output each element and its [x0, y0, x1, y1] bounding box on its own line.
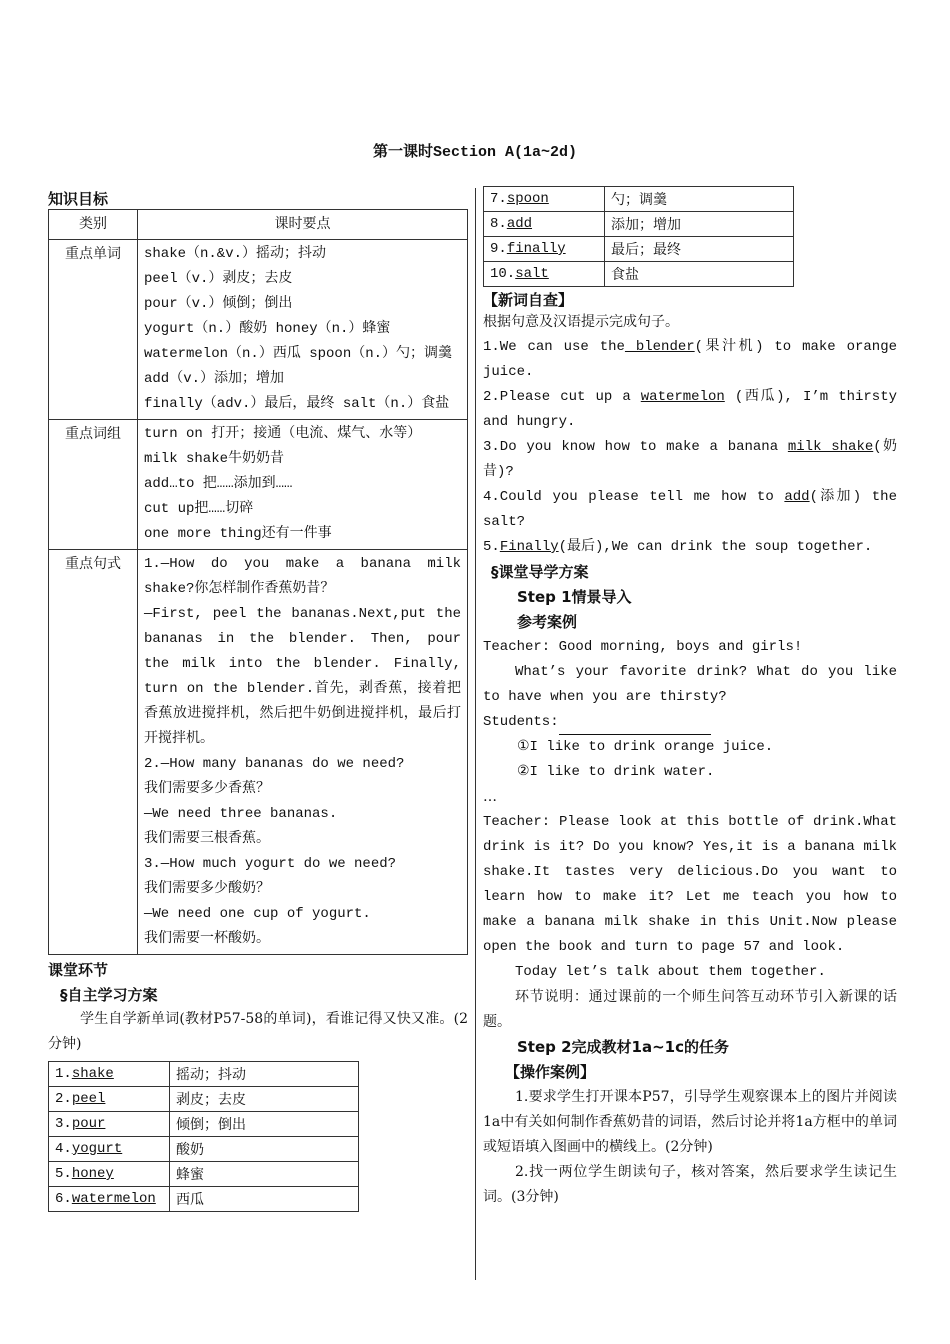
table-row — [49, 1087, 359, 1112]
point-line: cut up把……切碎 — [144, 501, 254, 517]
vocab-num: 8. — [490, 216, 507, 232]
class-heading: 课堂环节 — [48, 961, 109, 979]
right-column — [483, 186, 897, 1210]
exercise-sentence: 4.Could you please tell me how to add(添加) the salt? — [483, 489, 897, 530]
self-study-heading: §自主学习方案 — [60, 986, 158, 1004]
teacher-line: Teacher: Good morning, boys and girls! — [483, 639, 803, 655]
operation-step: 1.要求学生打开课本P57，引导学生观察课本上的图片并阅读1a中有关如何制作香蕉奶昔的词语，然后讨论并将1a方框中的单词或短语填入图画中的横线上。(2分钟) — [483, 1089, 897, 1155]
table-row — [49, 1187, 359, 1212]
table-row — [484, 212, 794, 237]
table-header-points: 课时要点 — [138, 210, 468, 240]
point-line: 3.—How much yogurt do we need? — [144, 856, 397, 872]
vocab-table-left — [48, 1061, 359, 1212]
vocab-meaning: 添加；增加 — [605, 212, 794, 237]
point-line: add（v.）添加；增加 — [144, 371, 285, 387]
teacher-line: Today let’s talk about them together. — [515, 964, 826, 980]
point-line: add…to 把……添加到…… — [144, 476, 293, 492]
vocab-word: salt — [515, 266, 549, 282]
operation-step: 2.找一两位学生朗读句子，核对答案，然后要求学生读记生词。(3分钟) — [483, 1164, 897, 1205]
vocab-word: shake — [71, 1066, 114, 1082]
vocab-meaning: 西瓜 — [170, 1187, 359, 1212]
vocab-num: 4. — [55, 1141, 72, 1157]
knowledge-table — [48, 209, 468, 955]
point-line: 我们需要一杯酸奶。 — [144, 931, 270, 947]
row-category: 重点词组 — [49, 420, 138, 550]
left-column — [48, 188, 468, 1212]
point-line: 我们需要多少酸奶？ — [144, 881, 270, 897]
table-row — [49, 1062, 359, 1087]
point-line: 我们需要多少香蕉？ — [144, 781, 270, 797]
vocab-num: 1. — [55, 1066, 72, 1082]
point-line: milk shake牛奶奶昔 — [144, 451, 285, 467]
ref-case-heading: 参考案例 — [517, 613, 578, 631]
row-category: 重点单词 — [49, 240, 138, 420]
point-line: one more thing还有一件事 — [144, 526, 332, 542]
answer: milk shake — [787, 439, 874, 455]
point-line: pour（v.）倾倒；倒出 — [144, 296, 293, 312]
vocab-meaning: 食盐 — [605, 262, 794, 287]
point-line: turn on 打开；接通（电流、煤气、水等） — [144, 426, 422, 442]
answer: Finally — [499, 539, 559, 555]
point-line: shake（n.&v.）摇动；抖动 — [144, 246, 327, 262]
answer: watermelon — [640, 389, 725, 405]
step2-heading: Step 2完成教材1a~1c的任务 — [517, 1038, 730, 1056]
table-row — [49, 420, 468, 550]
vocab-word: add — [506, 216, 533, 232]
point-line: 我们需要三根香蕉。 — [144, 831, 270, 847]
vocab-word: yogurt — [71, 1141, 123, 1157]
vocab-word: spoon — [506, 191, 549, 207]
point-line: yogurt（n.）酸奶 honey（n.）蜂蜜 — [144, 321, 391, 337]
table-row — [49, 240, 468, 420]
vocab-num: 5. — [55, 1166, 72, 1182]
point-line: finally（adv.）最后，最终 salt（n.）食盐 — [144, 396, 450, 412]
self-study-text: 学生自学新单词(教材P57-58的单词)，看谁记得又快又准。(2分钟) — [48, 1011, 468, 1052]
vocab-meaning: 剥皮；去皮 — [170, 1087, 359, 1112]
check-heading: 【新词自查】 — [483, 291, 574, 309]
vocab-meaning: 摇动；抖动 — [170, 1062, 359, 1087]
point-line: —We need one cup of yogurt. — [144, 906, 371, 922]
op-case-heading: 【操作案例】 — [505, 1063, 596, 1081]
table-row — [484, 262, 794, 287]
students-line: Students: — [483, 710, 897, 735]
vocab-word: peel — [71, 1091, 106, 1107]
step1-heading: Step 1情景导入 — [517, 588, 632, 606]
teacher-line: What’s your favorite drink? What do you like to have when you are thirsty? — [483, 664, 897, 705]
table-row — [49, 1162, 359, 1187]
knowledge-heading: 知识目标 — [48, 190, 109, 208]
vocab-word: watermelon — [71, 1191, 156, 1207]
answer: add — [784, 489, 810, 505]
point-line: peel（v.）剥皮；去皮 — [144, 271, 293, 287]
vocab-word: finally — [506, 241, 566, 257]
answer-blank — [559, 718, 711, 735]
exercise-sentence: 5.Finally(最后),We can drink the soup together. — [483, 539, 873, 555]
table-header-category: 类别 — [49, 210, 138, 240]
vocab-meaning: 最后；最终 — [605, 237, 794, 262]
vocab-num: 6. — [55, 1191, 72, 1207]
vocab-word: pour — [71, 1116, 106, 1132]
table-row — [49, 1112, 359, 1137]
point-line: watermelon（n.）西瓜 spoon（n.）勺；调羹 — [144, 346, 453, 362]
vocab-table-right — [483, 186, 794, 287]
point-line: —First, peel the bananas.Next,put the bananas in the blender. Then, pour the milk into the blender. Finally, turn on the blender.首先，剥香蕉，接着把香蕉放进搅拌机，然后把牛奶倒进搅拌机，最后打开搅拌机。 — [144, 606, 461, 747]
table-row — [484, 187, 794, 212]
teacher-line: Teacher: Please look at this bottle of drink.What drink is it? Do you know? Yes,it is a banana milk shake.It tastes very delicious.Do you want to learn how to make it? Let me teach you how to make a banana milk shake in this Unit.Now please open the book and turn to page 57 and look. — [483, 814, 897, 955]
point-line: 1.—How do you make a banana milk shake?你怎样制作香蕉奶昔？ — [144, 556, 461, 597]
table-row — [49, 1137, 359, 1162]
vocab-word: honey — [71, 1166, 114, 1182]
check-intro: 根据句意及汉语提示完成句子。 — [483, 314, 679, 330]
vocab-num: 9. — [490, 241, 507, 257]
vocab-num: 2. — [55, 1091, 72, 1107]
vocab-num: 3. — [55, 1116, 72, 1132]
table-row — [49, 550, 468, 955]
section-note: 环节说明：通过课前的一个师生问答互动环节引入新课的话题。 — [483, 989, 897, 1030]
exercise-sentence: 2.Please cut up a watermelon (西瓜), I’m thirsty and hungry. — [483, 389, 897, 430]
student-answer: ①I like to drink orange juice. — [517, 739, 774, 755]
guide-heading: §课堂导学方案 — [491, 563, 589, 581]
row-category: 重点句式 — [49, 550, 138, 955]
point-line: 2.—How many bananas do we need? — [144, 756, 405, 772]
vocab-num: 7. — [490, 191, 507, 207]
exercise-sentence: 3.Do you know how to make a banana milk shake(奶昔)? — [483, 439, 898, 480]
table-row — [484, 237, 794, 262]
ellipsis: … — [483, 789, 497, 805]
vocab-meaning: 倾倒；倒出 — [170, 1112, 359, 1137]
vocab-meaning: 酸奶 — [170, 1137, 359, 1162]
vocab-meaning: 勺；调羹 — [605, 187, 794, 212]
column-divider — [475, 188, 476, 1280]
vocab-num: 10. — [490, 266, 516, 282]
exercise-sentence: 1.We can use the blender(果汁机) to make orange juice. — [483, 339, 897, 380]
student-answer: ②I like to drink water. — [517, 764, 715, 780]
vocab-meaning: 蜂蜜 — [170, 1162, 359, 1187]
point-line: —We need three bananas. — [144, 806, 338, 822]
page-title: 第一课时Section A(1a~2d) — [372, 144, 578, 161]
answer: blender — [624, 339, 695, 355]
